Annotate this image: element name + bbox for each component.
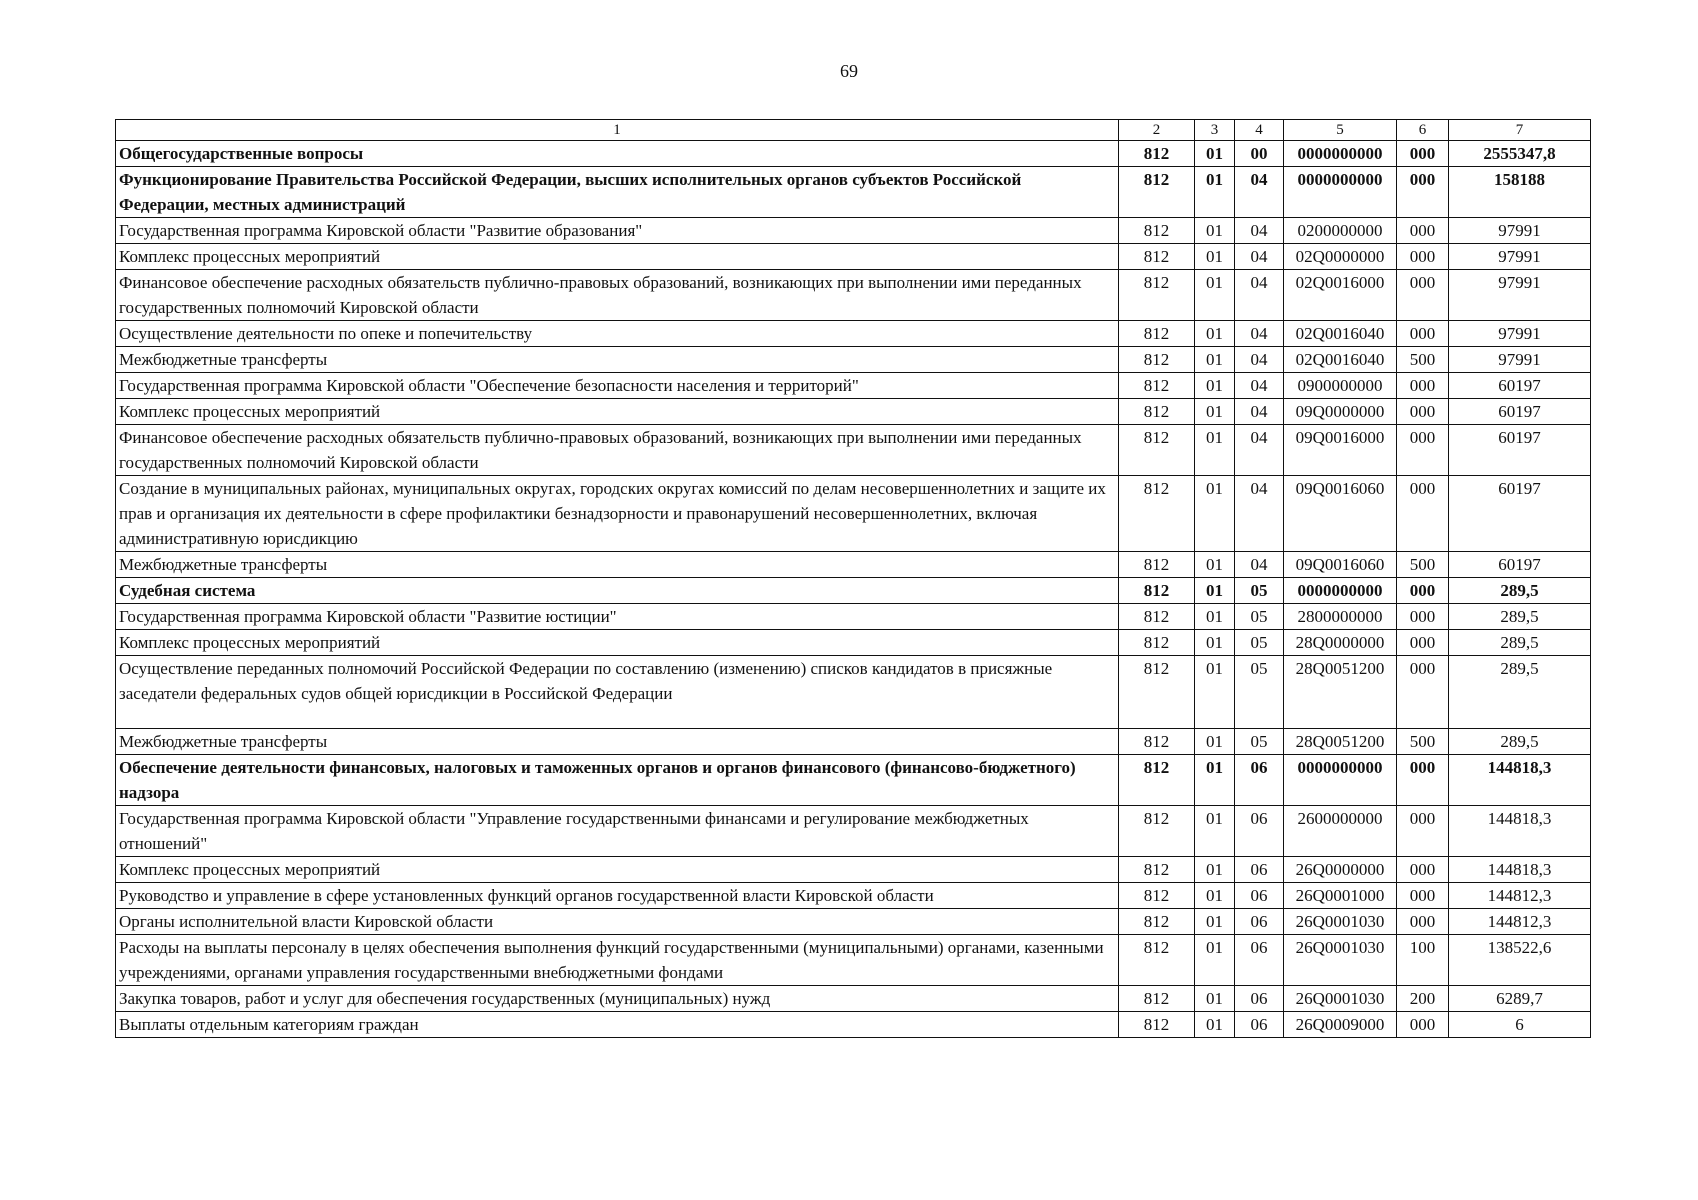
grbs-code-cell: 812 [1119,755,1195,806]
row-name-cell: Комплекс процессных мероприятий [116,857,1119,883]
expense-type-cell: 500 [1397,729,1449,755]
amount-cell: 97991 [1449,321,1591,347]
amount-cell: 289,5 [1449,630,1591,656]
section-code-cell: 01 [1195,270,1235,321]
grbs-code-cell: 812 [1119,909,1195,935]
subsection-code-cell: 04 [1235,244,1284,270]
grbs-code-cell: 812 [1119,1012,1195,1038]
section-code-cell: 01 [1195,935,1235,986]
table-row [116,935,1591,986]
target-article-cell: 0000000000 [1284,141,1397,167]
grbs-code-cell: 812 [1119,604,1195,630]
target-article-cell: 26Q0000000 [1284,857,1397,883]
target-article-cell: 0200000000 [1284,218,1397,244]
section-code-cell: 01 [1195,1012,1235,1038]
table-row [116,218,1591,244]
amount-cell: 144812,3 [1449,909,1591,935]
row-name-cell: Государственная программа Кировской области "Развитие юстиции" [116,604,1119,630]
row-name-cell: Комплекс процессных мероприятий [116,630,1119,656]
subsection-code-cell: 05 [1235,656,1284,729]
amount-cell: 138522,6 [1449,935,1591,986]
subsection-code-cell: 06 [1235,806,1284,857]
amount-cell: 289,5 [1449,604,1591,630]
table-row [116,806,1591,857]
header-cell: 7 [1449,120,1591,141]
grbs-code-cell: 812 [1119,883,1195,909]
subsection-code-cell: 06 [1235,935,1284,986]
grbs-code-cell: 812 [1119,244,1195,270]
table-row [116,373,1591,399]
table-row [116,476,1591,552]
section-code-cell: 01 [1195,630,1235,656]
amount-cell: 158188 [1449,167,1591,218]
section-code-cell: 01 [1195,986,1235,1012]
table-row [116,552,1591,578]
section-code-cell: 01 [1195,806,1235,857]
amount-cell: 144812,3 [1449,883,1591,909]
amount-cell: 289,5 [1449,656,1591,729]
subsection-code-cell: 06 [1235,755,1284,806]
grbs-code-cell: 812 [1119,806,1195,857]
table-row [116,270,1591,321]
row-name-cell: Обеспечение деятельности финансовых, налоговых и таможенных органов и органов финансового (финансово-бюджетного) надзора [116,755,1119,806]
target-article-cell: 2800000000 [1284,604,1397,630]
expense-type-cell: 000 [1397,909,1449,935]
row-name-cell: Комплекс процессных мероприятий [116,244,1119,270]
section-code-cell: 01 [1195,883,1235,909]
subsection-code-cell: 04 [1235,167,1284,218]
amount-cell: 60197 [1449,399,1591,425]
amount-cell: 97991 [1449,347,1591,373]
subsection-code-cell: 06 [1235,857,1284,883]
section-code-cell: 01 [1195,321,1235,347]
row-name-cell: Межбюджетные трансферты [116,552,1119,578]
section-code-cell: 01 [1195,552,1235,578]
target-article-cell: 0000000000 [1284,167,1397,218]
expense-type-cell: 000 [1397,656,1449,729]
section-code-cell: 01 [1195,399,1235,425]
row-name-cell: Функционирование Правительства Российской Федерации, высших исполнительных органов субъектов Российской Федерации, местных администраций [116,167,1119,218]
table-row [116,167,1591,218]
table-row [116,578,1591,604]
row-name-cell: Комплекс процессных мероприятий [116,399,1119,425]
amount-cell: 60197 [1449,373,1591,399]
subsection-code-cell: 04 [1235,476,1284,552]
grbs-code-cell: 812 [1119,218,1195,244]
amount-cell: 97991 [1449,270,1591,321]
row-name-cell: Осуществление переданных полномочий Российской Федерации по составлению (изменению) списков кандидатов в присяжные заседатели федеральных судов общей юрисдикции в Российской Федерации [116,656,1119,729]
target-article-cell: 2600000000 [1284,806,1397,857]
table-row [116,399,1591,425]
table-row [116,244,1591,270]
amount-cell: 97991 [1449,244,1591,270]
table-row [116,656,1591,729]
amount-cell: 60197 [1449,476,1591,552]
amount-cell: 144818,3 [1449,755,1591,806]
section-code-cell: 01 [1195,141,1235,167]
subsection-code-cell: 04 [1235,399,1284,425]
expense-type-cell: 500 [1397,347,1449,373]
row-name-cell: Межбюджетные трансферты [116,729,1119,755]
expense-type-cell: 000 [1397,167,1449,218]
grbs-code-cell: 812 [1119,857,1195,883]
header-cell: 3 [1195,120,1235,141]
target-article-cell: 26Q0009000 [1284,1012,1397,1038]
subsection-code-cell: 06 [1235,909,1284,935]
target-article-cell: 0000000000 [1284,755,1397,806]
table-row [116,729,1591,755]
target-article-cell: 09Q0016000 [1284,425,1397,476]
page-number: 69 [840,61,858,81]
subsection-code-cell: 06 [1235,1012,1284,1038]
row-name-cell: Финансовое обеспечение расходных обязательств публично-правовых образований, возникающих при выполнении ими переданных государственных полномочий Кировской области [116,270,1119,321]
row-name-cell: Государственная программа Кировской области "Развитие образования" [116,218,1119,244]
expense-type-cell: 500 [1397,552,1449,578]
target-article-cell: 28Q0000000 [1284,630,1397,656]
section-code-cell: 01 [1195,656,1235,729]
subsection-code-cell: 06 [1235,883,1284,909]
subsection-code-cell: 05 [1235,630,1284,656]
section-code-cell: 01 [1195,729,1235,755]
table-row [116,883,1591,909]
target-article-cell: 0000000000 [1284,578,1397,604]
grbs-code-cell: 812 [1119,270,1195,321]
expense-type-cell: 000 [1397,218,1449,244]
row-name-cell: Финансовое обеспечение расходных обязательств публично-правовых образований, возникающих при выполнении ими переданных государственных полномочий Кировской области [116,425,1119,476]
target-article-cell: 02Q0016040 [1284,321,1397,347]
expense-type-cell: 000 [1397,578,1449,604]
amount-cell: 6 [1449,1012,1591,1038]
header-cell: 1 [116,120,1119,141]
expense-type-cell: 000 [1397,270,1449,321]
grbs-code-cell: 812 [1119,373,1195,399]
table-row [116,986,1591,1012]
subsection-code-cell: 04 [1235,347,1284,373]
table-row [116,755,1591,806]
section-code-cell: 01 [1195,244,1235,270]
table-row [116,909,1591,935]
target-article-cell: 09Q0016060 [1284,552,1397,578]
expense-type-cell: 000 [1397,604,1449,630]
grbs-code-cell: 812 [1119,729,1195,755]
expense-type-cell: 000 [1397,857,1449,883]
row-name-cell: Руководство и управление в сфере установленных функций органов государственной власти Кировской области [116,883,1119,909]
header-cell: 6 [1397,120,1449,141]
target-article-cell: 09Q0016060 [1284,476,1397,552]
subsection-code-cell: 05 [1235,578,1284,604]
row-name-cell: Выплаты отдельным категориям граждан [116,1012,1119,1038]
target-article-cell: 26Q0001030 [1284,986,1397,1012]
grbs-code-cell: 812 [1119,986,1195,1012]
grbs-code-cell: 812 [1119,552,1195,578]
grbs-code-cell: 812 [1119,141,1195,167]
expense-type-cell: 000 [1397,806,1449,857]
header-cell: 2 [1119,120,1195,141]
section-code-cell: 01 [1195,604,1235,630]
amount-cell: 2555347,8 [1449,141,1591,167]
amount-cell: 60197 [1449,425,1591,476]
section-code-cell: 01 [1195,909,1235,935]
section-code-cell: 01 [1195,347,1235,373]
table-row [116,321,1591,347]
amount-cell: 97991 [1449,218,1591,244]
section-code-cell: 01 [1195,167,1235,218]
table-row [116,857,1591,883]
target-article-cell: 28Q0051200 [1284,729,1397,755]
amount-cell: 289,5 [1449,729,1591,755]
section-code-cell: 01 [1195,755,1235,806]
row-name-cell: Расходы на выплаты персоналу в целях обеспечения выполнения функций государственными (муниципальными) органами, казенными учреждениями, органами управления государственными внебюджетными фондами [116,935,1119,986]
target-article-cell: 02Q0016040 [1284,347,1397,373]
subsection-code-cell: 04 [1235,425,1284,476]
header-row [116,120,1591,141]
expense-type-cell: 000 [1397,883,1449,909]
subsection-code-cell: 04 [1235,218,1284,244]
section-code-cell: 01 [1195,476,1235,552]
target-article-cell: 09Q0000000 [1284,399,1397,425]
row-name-cell: Органы исполнительной власти Кировской области [116,909,1119,935]
grbs-code-cell: 812 [1119,321,1195,347]
row-name-cell: Межбюджетные трансферты [116,347,1119,373]
budget-table [115,119,1591,1038]
row-name-cell: Судебная система [116,578,1119,604]
table-row [116,630,1591,656]
amount-cell: 60197 [1449,552,1591,578]
expense-type-cell: 000 [1397,321,1449,347]
grbs-code-cell: 812 [1119,167,1195,218]
amount-cell: 144818,3 [1449,806,1591,857]
subsection-code-cell: 05 [1235,604,1284,630]
expense-type-cell: 000 [1397,630,1449,656]
section-code-cell: 01 [1195,373,1235,399]
table-row [116,347,1591,373]
target-article-cell: 26Q0001030 [1284,935,1397,986]
subsection-code-cell: 04 [1235,552,1284,578]
subsection-code-cell: 06 [1235,986,1284,1012]
target-article-cell: 0900000000 [1284,373,1397,399]
table-row [116,1012,1591,1038]
header-cell: 4 [1235,120,1284,141]
row-name-cell: Создание в муниципальных районах, муниципальных округах, городских округах комиссий по делам несовершеннолетних и защите их прав и организация их деятельности в сфере профилактики безнадзорности и правонарушений несовершеннолетних, включая административную юрисдикцию [116,476,1119,552]
grbs-code-cell: 812 [1119,578,1195,604]
expense-type-cell: 000 [1397,399,1449,425]
expense-type-cell: 000 [1397,425,1449,476]
subsection-code-cell: 00 [1235,141,1284,167]
grbs-code-cell: 812 [1119,347,1195,373]
grbs-code-cell: 812 [1119,630,1195,656]
expense-type-cell: 000 [1397,755,1449,806]
subsection-code-cell: 04 [1235,321,1284,347]
target-article-cell: 28Q0051200 [1284,656,1397,729]
table-row [116,604,1591,630]
expense-type-cell: 000 [1397,476,1449,552]
table-row [116,425,1591,476]
section-code-cell: 01 [1195,425,1235,476]
subsection-code-cell: 04 [1235,270,1284,321]
target-article-cell: 02Q0000000 [1284,244,1397,270]
target-article-cell: 26Q0001030 [1284,909,1397,935]
expense-type-cell: 000 [1397,1012,1449,1038]
grbs-code-cell: 812 [1119,476,1195,552]
expense-type-cell: 000 [1397,244,1449,270]
expense-type-cell: 200 [1397,986,1449,1012]
row-name-cell: Закупка товаров, работ и услуг для обеспечения государственных (муниципальных) нужд [116,986,1119,1012]
expense-type-cell: 100 [1397,935,1449,986]
grbs-code-cell: 812 [1119,399,1195,425]
expense-type-cell: 000 [1397,141,1449,167]
row-name-cell: Государственная программа Кировской области "Управление государственными финансами и регулирование межбюджетных отношений" [116,806,1119,857]
amount-cell: 289,5 [1449,578,1591,604]
amount-cell: 144818,3 [1449,857,1591,883]
row-name-cell: Общегосударственные вопросы [116,141,1119,167]
amount-cell: 6289,7 [1449,986,1591,1012]
row-name-cell: Осуществление деятельности по опеке и попечительству [116,321,1119,347]
section-code-cell: 01 [1195,857,1235,883]
subsection-code-cell: 04 [1235,373,1284,399]
subsection-code-cell: 05 [1235,729,1284,755]
grbs-code-cell: 812 [1119,425,1195,476]
target-article-cell: 26Q0001000 [1284,883,1397,909]
section-code-cell: 01 [1195,218,1235,244]
grbs-code-cell: 812 [1119,935,1195,986]
grbs-code-cell: 812 [1119,656,1195,729]
section-code-cell: 01 [1195,578,1235,604]
row-name-cell: Государственная программа Кировской области "Обеспечение безопасности населения и территорий" [116,373,1119,399]
target-article-cell: 02Q0016000 [1284,270,1397,321]
table-row [116,141,1591,167]
header-cell: 5 [1284,120,1397,141]
expense-type-cell: 000 [1397,373,1449,399]
